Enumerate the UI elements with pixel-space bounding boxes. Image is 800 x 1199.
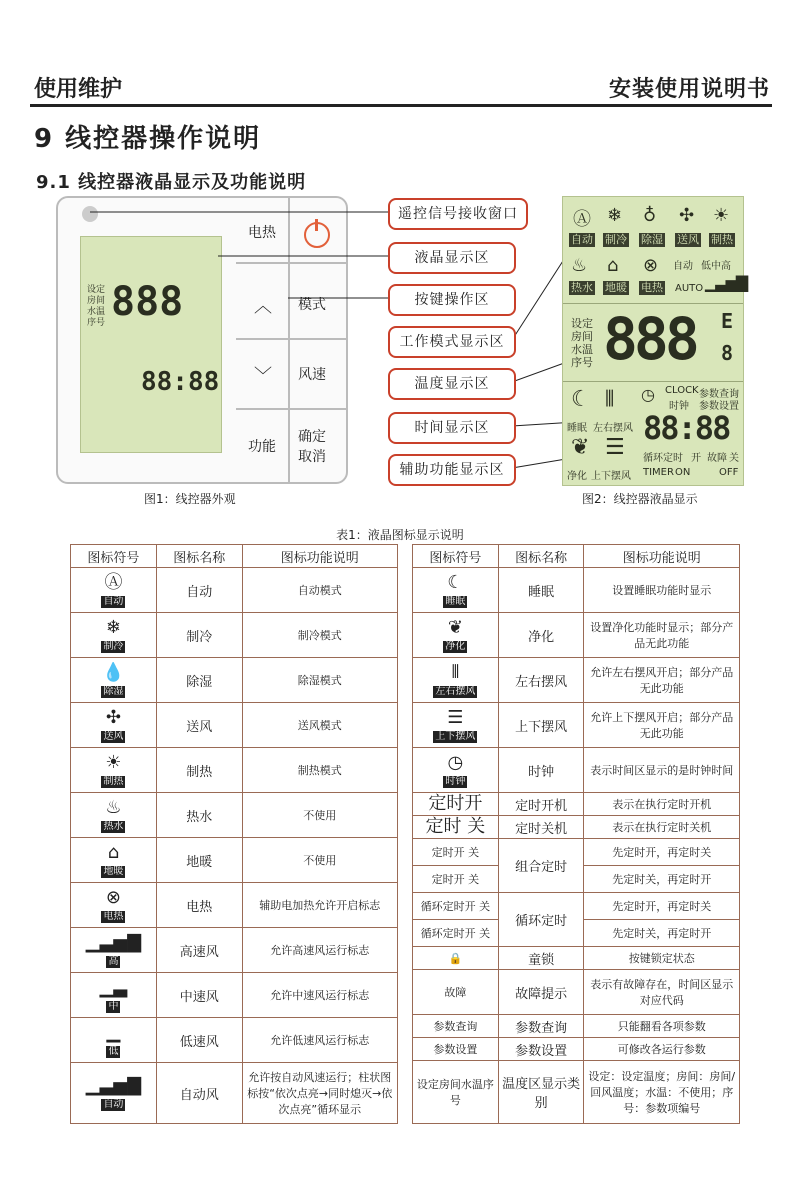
table-row (413, 839, 740, 866)
row-icon: ⫴ (451, 661, 460, 683)
row-icon: ▁ (106, 1021, 121, 1043)
lcd-label-floor: 地暖 (605, 281, 627, 294)
lcd-on-label: ON (675, 467, 691, 478)
table-row (413, 947, 740, 970)
lcd-label-hotwater: 热水 (571, 281, 593, 294)
row-icon: ✣ (105, 706, 121, 728)
icon-symbol-cell (413, 703, 499, 748)
icon-symbol-cell (71, 568, 157, 613)
col-header-name: 图标名称 (156, 545, 242, 568)
callout-temp-area: 温度显示区 (388, 368, 516, 400)
row-icon: ❦ (447, 616, 463, 638)
icon-desc-cell: 制冷模式 (242, 613, 397, 658)
lcd-small-digit: 8 (721, 341, 734, 365)
icon-desc-cell: 制热模式 (242, 748, 397, 793)
icon-tag: 地暖 (103, 865, 124, 877)
icon-tag: 电热 (103, 910, 124, 922)
heat-mode-icon: ☀ (713, 205, 730, 226)
table-row (71, 568, 398, 613)
lcd-clock-word: CLOCK (665, 385, 699, 396)
icon-desc-cell: 表示时间区显示的是时钟时间 (584, 748, 740, 793)
icon-desc-cell: 表示在执行定时关机 (584, 816, 740, 839)
icon-desc-cell: 设定：设定温度；房间：房间/回风温度；水温：不使用；序号：参数项编号 (584, 1061, 740, 1124)
lcd-label-auto: 自动 (571, 233, 593, 246)
icon-tag: 制热 (103, 775, 124, 787)
elec-heat-icon: ⊗ (643, 255, 659, 276)
icon-name-cell: 高速风 (156, 928, 242, 973)
icon-symbol-cell (71, 928, 157, 973)
icon-name-cell: 循环定时 (498, 893, 584, 947)
row-icon: Ⓐ (104, 571, 123, 593)
figure2-caption: 图2：线控器液晶显示 (582, 492, 698, 506)
table-row (71, 1063, 398, 1124)
icon-symbol-cell: 定时开 关 (413, 866, 499, 893)
row-icon: ♨ (105, 796, 122, 818)
table-caption: 表1：液晶图标显示说明 (336, 528, 464, 542)
callout-lcd: 液晶显示区 (388, 242, 516, 274)
icon-desc-cell: 只能翻看各项参数 (584, 1015, 740, 1038)
icon-name-cell: 除湿 (156, 658, 242, 703)
lcd-label-heat: 制热 (711, 233, 733, 246)
callout-time-area: 时间显示区 (388, 412, 516, 444)
icon-tag: 净化 (445, 640, 466, 652)
auto-mode-icon: Ⓐ (573, 209, 591, 230)
lcd-purify-label: 净化 (567, 471, 587, 482)
icon-tag: 除湿 (103, 685, 124, 697)
icon-desc-cell: 允许左右摆风开启；部分产品无此功能 (584, 658, 740, 703)
table-row (413, 970, 740, 1015)
lcd-off-label: OFF (719, 467, 739, 478)
icon-symbol-cell (413, 568, 499, 613)
clock-icon: ◷ (641, 385, 655, 404)
chapter-title: 9 线控器操作说明 (34, 124, 262, 154)
lcd-clock: 88:88 (141, 367, 220, 397)
icon-desc-cell: 不使用 (242, 793, 397, 838)
icon-symbol-cell: 设定房间水温序号 (413, 1061, 499, 1124)
icon-symbol-cell (71, 703, 157, 748)
lcd-diagram (562, 196, 747, 486)
callout-aux-area: 辅助功能显示区 (388, 454, 516, 486)
icon-desc-cell: 按键锁定状态 (584, 947, 740, 970)
icon-desc-cell: 设置睡眠功能时显示 (584, 568, 740, 613)
table-row (71, 973, 398, 1018)
icon-symbol-cell (71, 883, 157, 928)
table-row (413, 1061, 740, 1124)
hot-water-icon: ♨ (571, 255, 588, 276)
icon-symbol-cell (413, 793, 499, 816)
table-header-row (71, 545, 398, 568)
col-header-desc: 图标功能说明 (242, 545, 397, 568)
icon-tag: 睡眠 (445, 595, 466, 607)
icon-symbol-cell (71, 793, 157, 838)
lcd-sleep-label: 睡眠 (567, 423, 587, 434)
table-row (71, 658, 398, 703)
callout-mode-area: 工作模式显示区 (388, 326, 516, 358)
lcd-temp-labels: 设定 房间 水温 序号 (87, 285, 106, 328)
table-row (413, 748, 740, 793)
icon-tag: 制冷 (103, 640, 124, 652)
row-icon: ⌂ (107, 841, 120, 863)
icon-tag: 低 (108, 1045, 119, 1057)
table-row (413, 703, 740, 748)
icon-table-right (412, 544, 740, 1124)
icon-desc-cell: 先定时关，再定时开 (584, 866, 740, 893)
table-row (71, 928, 398, 973)
row-icon: ▁▃ (99, 976, 128, 998)
lcd-timer-label: TIMER (643, 467, 674, 478)
icon-tag: 高 (108, 955, 119, 967)
icon-tag: 时钟 (445, 775, 466, 787)
lcd-temp-digits: 888 (603, 305, 696, 373)
row-icon: ❄ (105, 616, 121, 638)
table-row (71, 883, 398, 928)
icon-tag: 左右摆风 (435, 685, 476, 697)
lcd-clock-digits: 88:88 (643, 409, 730, 447)
lcd-temp-label: 房间 (571, 330, 593, 343)
icon-name-cell: 送风 (156, 703, 242, 748)
icon-symbol-cell: 循环定时开 关 (413, 893, 499, 920)
header-manual-title: 安装使用说明书 (608, 77, 770, 102)
icon-desc-cell: 可修改各运行参数 (584, 1038, 740, 1061)
table-row (413, 816, 740, 839)
icon-name-cell: 中速风 (156, 973, 242, 1018)
icon-symbol-cell (71, 748, 157, 793)
icon-name-cell: 自动风 (156, 1063, 242, 1124)
lcd-label-elec: 电热 (641, 281, 663, 294)
icon-desc-cell: 允许按自动风速运行；柱状图标按“依次点亮→同时熄灭→依次点亮”循环显示 (242, 1063, 397, 1124)
icon-name-cell: 故障提示 (498, 970, 584, 1015)
dry-mode-icon: ♁ (643, 205, 657, 226)
floor-heat-icon: ⌂ (607, 255, 619, 276)
row-icon: 💧 (102, 661, 125, 683)
col-header-name: 图标名称 (498, 545, 584, 568)
row-icon: ▁▃▅▇ (85, 1074, 142, 1096)
lcd-param-set: 参数设置 (699, 401, 739, 412)
icon-name-cell: 自动 (156, 568, 242, 613)
swing-lr-icon: ⫴ (605, 387, 615, 412)
icon-tag: 热水 (103, 820, 124, 832)
icon-name-cell: 组合定时 (498, 839, 584, 893)
icon-symbol-cell: 定时开 关 (413, 839, 499, 866)
table-row (71, 748, 398, 793)
col-header-symbol: 图标符号 (71, 545, 157, 568)
lcd-fault-label: 故障 (707, 453, 727, 464)
table-row (71, 703, 398, 748)
table-row (413, 568, 740, 613)
icon-tag: 自动 (103, 595, 124, 607)
icon-name-cell: 参数设置 (498, 1038, 584, 1061)
icon-symbol-cell (71, 613, 157, 658)
fan-speed-button[interactable]: 风速 (298, 367, 326, 383)
icon-name-cell: 热水 (156, 793, 242, 838)
icon-desc-cell: 允许低速风运行标志 (242, 1018, 397, 1063)
row-icon: 定时开 (428, 793, 483, 814)
icon-symbol-cell: 🔒 (413, 947, 499, 970)
icon-desc-cell: 送风模式 (242, 703, 397, 748)
row-icon: ☀ (105, 751, 122, 773)
lcd-auto-text: AUTO (675, 283, 704, 294)
icon-symbol-cell (413, 816, 499, 839)
icon-desc-cell: 允许高速风运行标志 (242, 928, 397, 973)
lcd-auto-label: 自动 (673, 261, 693, 272)
col-header-desc: 图标功能说明 (584, 545, 740, 568)
icon-name-cell: 时钟 (498, 748, 584, 793)
icon-desc-cell: 先定时关，再定时开 (584, 920, 740, 947)
icon-desc-cell: 设置净化功能时显示；部分产品无此功能 (584, 613, 740, 658)
icon-tag: 送风 (103, 730, 124, 742)
row-icon: ⊗ (105, 886, 121, 908)
lcd-temp-label: 水温 (571, 343, 593, 356)
icon-name-cell: 制热 (156, 748, 242, 793)
lcd-param-query: 参数查询 (699, 389, 739, 400)
icon-symbol-cell (71, 658, 157, 703)
icon-symbol-cell (71, 838, 157, 883)
icon-desc-cell: 辅助电加热允许开启标志 (242, 883, 397, 928)
icon-name-cell: 左右摆风 (498, 658, 584, 703)
icon-desc-cell: 允许上下摆风开启；部分产品无此功能 (584, 703, 740, 748)
icon-name-cell: 参数查询 (498, 1015, 584, 1038)
function-button[interactable]: 功能 (248, 439, 276, 455)
confirm-button[interactable]: 确定 (298, 429, 326, 445)
icon-name-cell: 童锁 (498, 947, 584, 970)
icon-symbol-cell: 参数设置 (413, 1038, 499, 1061)
icon-desc-cell: 不使用 (242, 838, 397, 883)
icon-name-cell: 上下摆风 (498, 703, 584, 748)
cancel-button[interactable]: 取消 (298, 449, 326, 465)
sleep-icon: ☾ (571, 387, 591, 412)
fan-bars-icon: ▁▃▅▇ (705, 273, 747, 292)
lcd-speed-label: 低中高 (701, 261, 731, 272)
icon-symbol-cell (413, 613, 499, 658)
icon-symbol-cell: 参数查询 (413, 1015, 499, 1038)
callout-keys: 按键操作区 (388, 284, 516, 316)
icon-desc-cell: 除湿模式 (242, 658, 397, 703)
lcd-temp-label: 序号 (571, 356, 593, 369)
table-row (413, 1015, 740, 1038)
table-row (413, 893, 740, 920)
header-section-title: 使用维护 (34, 77, 123, 102)
callout-receiver: 遥控信号接收窗口 (388, 198, 528, 230)
lcd-open-label: 开 (691, 453, 701, 464)
table-header-row (413, 545, 740, 568)
elec-heat-button[interactable]: 电热 (248, 225, 276, 241)
cool-mode-icon: ❄ (607, 205, 623, 226)
icon-symbol-cell (71, 1063, 157, 1124)
icon-name-cell: 睡眠 (498, 568, 584, 613)
icon-tag: 上下摆风 (435, 730, 476, 742)
fan-mode-icon: ✣ (679, 205, 695, 226)
table-row (71, 793, 398, 838)
icon-desc-cell: 先定时开，再定时关 (584, 893, 740, 920)
icon-name-cell: 净化 (498, 613, 584, 658)
lcd-temp-label-stack (571, 317, 593, 369)
icon-name-cell: 定时开机 (498, 793, 584, 816)
lcd-label-cool: 制冷 (605, 233, 627, 246)
lcd-unit: E (721, 309, 734, 333)
icon-desc-cell: 表示有故障存在，时间区显示对应代码 (584, 970, 740, 1015)
row-icon: ◷ (447, 751, 464, 773)
lcd-swing-ud-label: 上下摆风 (591, 471, 631, 482)
lcd-label-fan: 送风 (677, 233, 699, 246)
table-row (71, 613, 398, 658)
icon-desc-cell: 自动模式 (242, 568, 397, 613)
table-row (71, 1018, 398, 1063)
lcd-digits: 888 (111, 279, 184, 325)
row-icon: ☰ (447, 706, 464, 728)
section-title: 9.1 线控器液晶显示及功能说明 (36, 172, 307, 193)
mode-button[interactable]: 模式 (298, 297, 326, 313)
figure1-caption: 图1：线控器外观 (144, 492, 236, 506)
table-row (71, 838, 398, 883)
icon-name-cell: 定时关机 (498, 816, 584, 839)
table-row (413, 658, 740, 703)
lcd-swing-lr-label: 左右摆风 (593, 423, 633, 434)
col-header-symbol: 图标符号 (413, 545, 499, 568)
up-button[interactable]: ︿ (254, 296, 272, 317)
icon-desc-cell: 允许中速风运行标志 (242, 973, 397, 1018)
icon-name-cell: 制冷 (156, 613, 242, 658)
lcd-temp-label: 设定 (571, 317, 593, 330)
icon-symbol-cell (413, 748, 499, 793)
icon-name-cell: 电热 (156, 883, 242, 928)
icon-tag: 中 (108, 1000, 119, 1012)
lcd-label-dry: 除湿 (641, 233, 663, 246)
icon-symbol-cell (71, 1018, 157, 1063)
icon-table-left (70, 544, 398, 1124)
lcd-cycle-label: 循环定时 (643, 453, 683, 464)
swing-ud-icon: ☰ (605, 435, 625, 460)
icon-symbol-cell (71, 973, 157, 1018)
table-row (413, 793, 740, 816)
row-icon: 定时 关 (425, 816, 486, 837)
table-row (413, 1038, 740, 1061)
icon-name-cell: 低速风 (156, 1018, 242, 1063)
row-icon: ☾ (447, 571, 464, 593)
icon-symbol-cell: 故障 (413, 970, 499, 1015)
icon-symbol-cell (413, 658, 499, 703)
lcd-clock-label: 时钟 (669, 401, 689, 412)
icon-symbol-cell: 循环定时开 关 (413, 920, 499, 947)
lcd-close-label: 关 (729, 453, 739, 464)
icon-name-cell: 温度区显示类别 (498, 1061, 584, 1124)
purify-icon: ❦ (571, 435, 590, 460)
icon-desc-cell: 先定时开，再定时关 (584, 839, 740, 866)
down-button[interactable]: ﹀ (254, 366, 272, 387)
icon-desc-cell: 表示在执行定时开机 (584, 793, 740, 816)
icon-name-cell: 地暖 (156, 838, 242, 883)
table-row (413, 613, 740, 658)
icon-tag: 自动 (103, 1098, 124, 1110)
row-icon: ▁▃▅▇ (85, 931, 142, 953)
